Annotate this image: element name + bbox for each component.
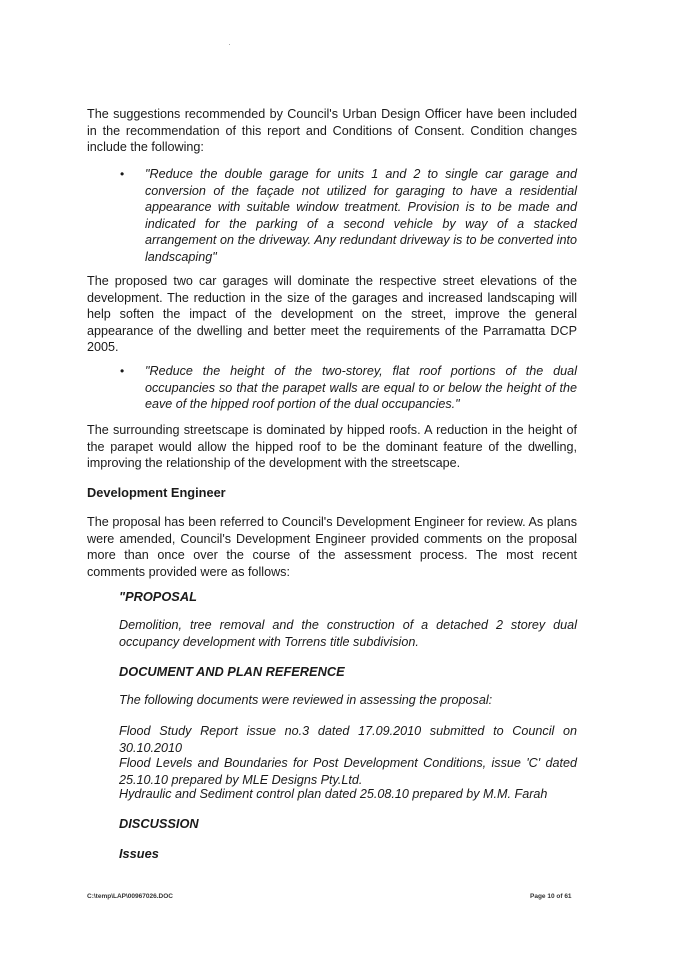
paragraph-urban-design: The suggestions recommended by Council's Urban Design Officer have been included in the recommendation of this report and Conditions of Consent. Condition changes include the following: (87, 107, 577, 155)
quote-document-item-hydraulic: Hydraulic and Sediment control plan dated 25.08.10 prepared by M.M. Farah (119, 787, 548, 801)
bullet-item-parapet (120, 363, 577, 415)
quote-document-item-flood-study: Flood Study Report issue no.3 dated 17.09.2010 submitted to Council on 30.10.2010 (119, 724, 577, 755)
bullet-item-garage (120, 166, 577, 266)
quote-document-item-flood-levels: Flood Levels and Boundaries for Post Development Conditions, issue 'C' dated 25.10.10 prepared by MLE Designs Pty.Ltd. (119, 756, 577, 787)
paragraph-engineer-referral: The proposal has been referred to Council's Development Engineer for review. As plans were amended, Council's Development Engineer provided comments on the proposal more than once over the course of the assessment process. The most recent comments provided were as follows: (87, 515, 577, 579)
footer-file-path: C:\temp\LAP\00967026.DOC (87, 893, 173, 900)
quote-heading-discussion: DISCUSSION (119, 816, 199, 831)
quote-heading-issues: Issues (119, 846, 159, 861)
quote-heading-documents: DOCUMENT AND PLAN REFERENCE (119, 664, 345, 679)
bullet-icon: • (120, 364, 125, 378)
quote-heading-proposal: "PROPOSAL (119, 589, 197, 604)
scan-speck (229, 44, 230, 45)
paragraph-garages: The proposed two car garages will dominate the respective street elevations of the development. The reduction in the size of the garages and increased landscaping will help soften the impact of the development on the street, improve the general appearance of the dwelling and better meet the requirements of the Parramatta DCP 2005. (87, 274, 577, 355)
bullet-text-garage: "Reduce the double garage for units 1 and 2 to single car garage and conversion of the façade not utilized for garaging to have a residential appearance with suitable window treatment. Provision is to be made and indicated for the parking of a second vehicle by way of a stacked arrangement on the driveway. Any redundant driveway is to be converted into landscaping" (145, 167, 577, 264)
quote-proposal-text: Demolition, tree removal and the construction of a detached 2 storey dual occupancy development with Torrens title subdivision. (119, 618, 577, 649)
bullet-icon: • (120, 167, 125, 181)
heading-development-engineer: Development Engineer (87, 485, 226, 500)
footer-page-number: Page 10 of 61 (530, 893, 572, 900)
paragraph-streetscape: The surrounding streetscape is dominated by hipped roofs. A reduction in the height of the parapet would allow the hipped roof to be the dominant feature of the dwelling, improving the relationship of the development with the streetscape. (87, 423, 577, 471)
quote-documents-intro: The following documents were reviewed in assessing the proposal: (119, 693, 493, 707)
bullet-text-parapet: "Reduce the height of the two-storey, flat roof portions of the dual occupancies so that the parapet walls are equal to or below the height of the eave of the hipped roof portion of the dual occupancies." (145, 364, 577, 412)
